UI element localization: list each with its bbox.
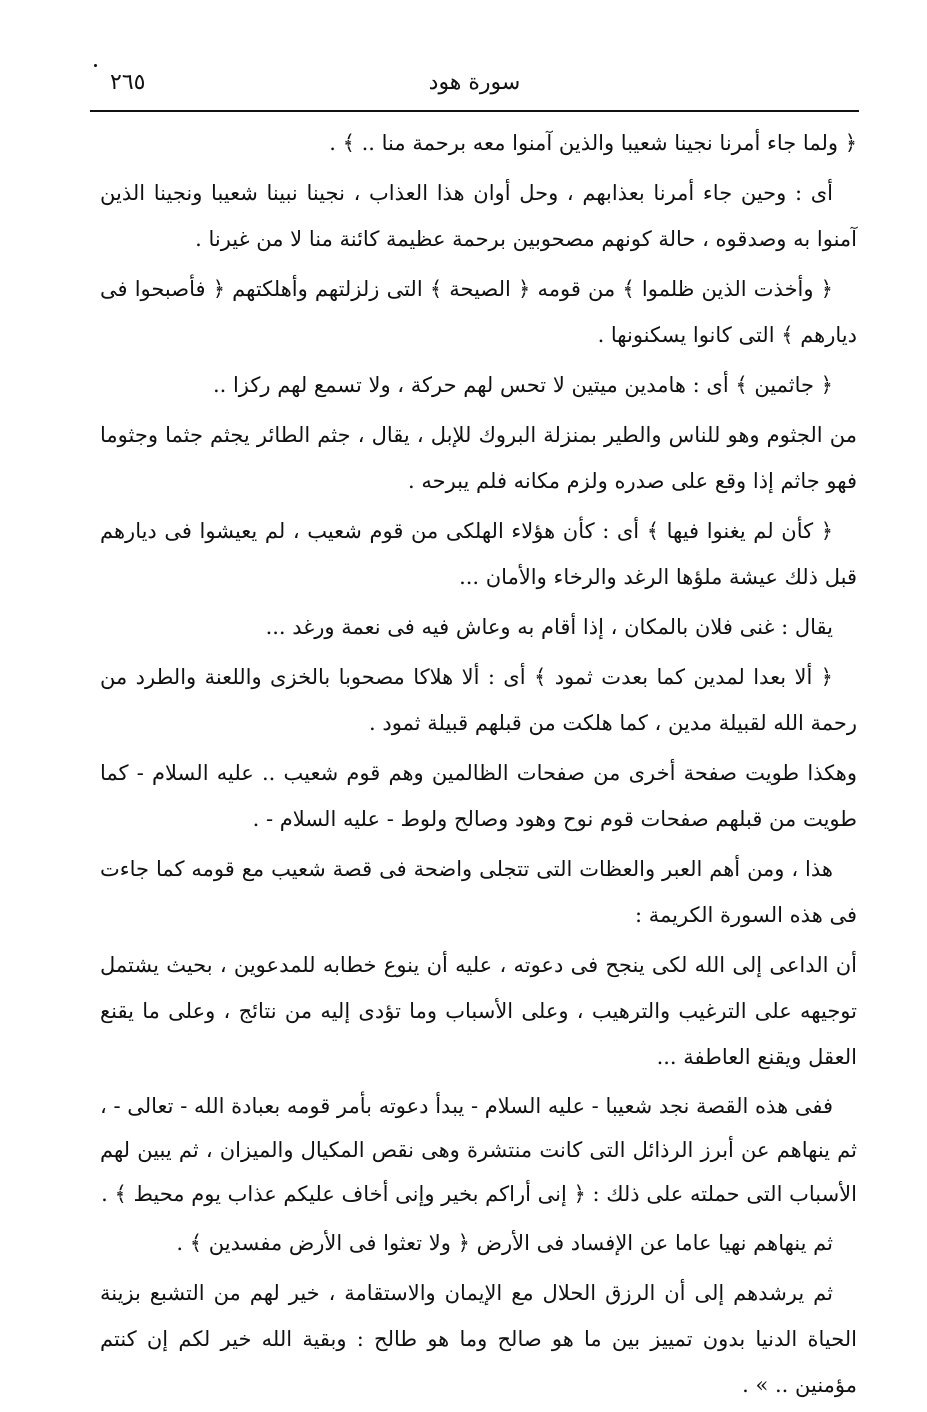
paragraph-1: ﴿ ولما جاء أمرنا نجينا شعيبا والذين آمنوا معه برحمة منا .. ﴾ . bbox=[329, 131, 857, 155]
paragraph-5: من الجثوم وهو للناس والطير بمنزلة البروك للإبل ، يقال ، جثم الطائر يجثم جثما وجثوما فهو جاثم إذا وقع على صدره ولزم مكانه فلم يبرحه . bbox=[100, 423, 857, 493]
paragraph-6: ﴿ كأن لم يغنوا فيها ﴾ أى : كأن هؤلاء الهلكى من قوم شعيب ، لم يعيشوا فى ديارهم قبل ذلك عيشة ملؤها الرغد والرخاء والأمان ... bbox=[100, 519, 857, 589]
page-body bbox=[100, 120, 857, 1412]
paragraph-3: ﴿ وأخذت الذين ظلموا ﴾ من قومه ﴿ الصيحة ﴾ التى زلزلتهم وأهلكتهم ﴿ فأصبحوا فى ديارهم ﴾ التى كانوا يسكنونها . bbox=[100, 277, 857, 347]
paragraph-4: ﴿ جاثمين ﴾ أى : هامدين ميتين لا تحس لهم حركة ، ولا تسمع لهم ركزا .. bbox=[212, 373, 833, 397]
paragraph-11: أن الداعى إلى الله لكى ينجح فى دعوته ، عليه أن ينوع خطابه للمدعوين ، بحيث يشتمل توجيهه على الترغيب والترهيب ، وعلى الأسباب وما تؤدى إليه من نتائج ، وعلى ما يقنع العقل ويقنع العاطفة ... bbox=[100, 953, 857, 1069]
paragraph-12: ففى هذه القصة نجد شعيبا - عليه السلام - يبدأ دعوته بأمر قومه بعبادة الله - تعالى - ، ثم ينهاهم عن أبرز الرذائل التى كانت منتشرة وهى نقص المكيال والميزان ، ثم يبين لهم الأسباب التى حملته على ذلك : ﴿ إنى أراكم بخير وإنى أخاف عليكم عذاب يوم محيط ﴾ . bbox=[100, 1094, 857, 1206]
paragraph-7: يقال : غنى فلان بالمكان ، إذا أقام به وعاش فيه فى نعمة ورغد ... bbox=[265, 615, 833, 639]
page-number: ٢٦٥ bbox=[110, 70, 146, 95]
surah-title: سورة هود bbox=[428, 70, 521, 95]
paragraph-10: هذا ، ومن أهم العبر والعظات التى تتجلى واضحة فى قصة شعيب مع قومه كما جاءت فى هذه السورة الكريمة : bbox=[100, 857, 857, 927]
paragraph-8: ﴿ ألا بعدا لمدين كما بعدت ثمود ﴾ أى : ألا هلاكا مصحوبا بالخزى واللعنة والطرد من رحمة الله لقبيلة مدين ، كما هلكت من قبلهم قبيلة ثمود . bbox=[100, 665, 857, 735]
paragraph-2: أى : وحين جاء أمرنا بعذابهم ، وحل أوان هذا العذاب ، نجينا نبينا شعيبا ونجينا الذين آمنوا به وصدقوه ، حالة كونهم مصحوبين برحمة عظيمة كائنة منا لا من غيرنا . bbox=[100, 181, 857, 251]
paragraph-14: ثم يرشدهم إلى أن الرزق الحلال مع الإيمان والاستقامة ، خير لهم من التشبع بزينة الحياة الدنيا بدون تمييز بين ما هو صالح وما هو طالح : وبقية الله خير لكم إن كنتم مؤمنين .. » . bbox=[100, 1281, 857, 1397]
page-header bbox=[90, 58, 859, 112]
paragraph-13: ثم ينهاهم نهيا عاما عن الإفساد فى الأرض ﴿ ولا تعثوا فى الأرض مفسدين ﴾ . bbox=[176, 1231, 833, 1255]
paragraph-9: وهكذا طويت صفحة أخرى من صفحات الظالمين وهم قوم شعيب .. عليه السلام - كما طويت من قبلهم صفحات قوم نوح وهود وصالح ولوط - عليه السلام - . bbox=[100, 761, 857, 831]
